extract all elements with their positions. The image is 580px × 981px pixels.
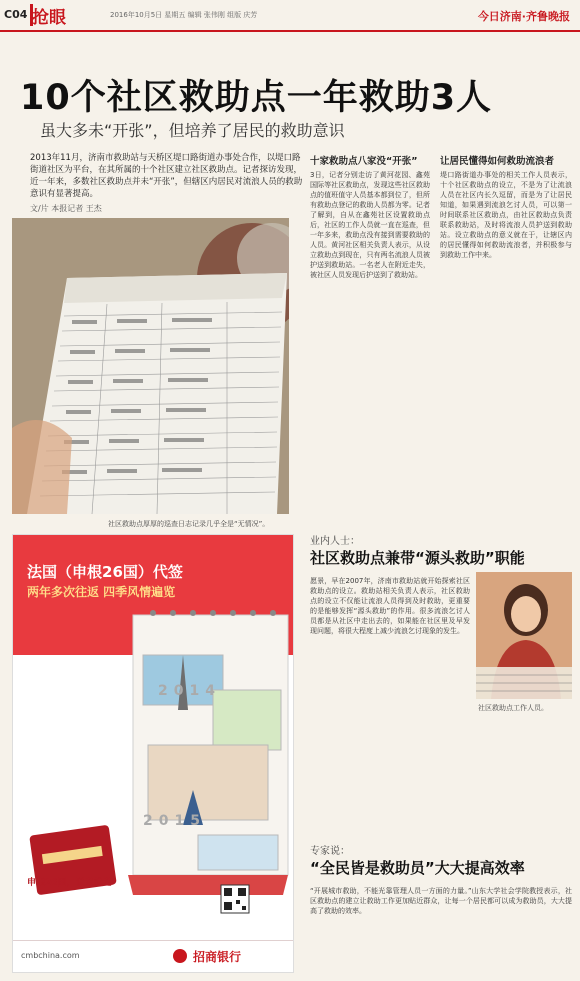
subheadline: 虽大多未“开张”，但培养了居民的救助意识 bbox=[40, 121, 345, 140]
ad-tagline: 两年多次往返 四季风情遍览 bbox=[27, 585, 176, 599]
bank-advertisement bbox=[12, 534, 294, 973]
logbook-photo-graphic bbox=[12, 218, 289, 514]
column-body-no-rescue: 3日，记者分别走访了黄河花园、鑫苑国际等社区救助点，发现这些社区救助点的值班值守人员基本都到位了，但所有救助点登记的救助人员都为零。记者了解到，自从在鑫苑社区设置救助点后，社区的工作人员就一直在巡查，但一年多来，救助点没有接到需要救助的人员。黄河社区相关负责人表示，从设立救助点到现在，只有两名流浪人员被护送到救助站。一名老人在附近走失，被社区人员发现后护送到了救助站。 bbox=[310, 171, 430, 279]
section-expert bbox=[310, 842, 525, 878]
headline: 10个社区救助点一年救助3人 bbox=[20, 78, 493, 118]
page-header bbox=[0, 0, 580, 30]
byline: 文/片 本报记者 王杰 bbox=[30, 204, 102, 213]
section-expert-body: “开展城市救助，不能光靠管理人员一方面的力量。”山东大学社会学院教授表示，社区救助点的建立让救助工作更加贴近群众，让每一个居民都可以成为救助员，大大提高了救助的效率。 bbox=[310, 887, 572, 915]
photo-caption: 社区救助点厚厚的巡查日志记录几乎全是“无情况”。 bbox=[108, 520, 270, 528]
lead-paragraph: 2013年11月，济南市救助站与天桥区堤口路街道办事处合作，以堤口路街道社区为平台，在其所属的十个社区建立社区救助点。记者探访发现，近一年来，多数社区救助点并未“开张”，但辖区内居民对流浪人员的救助意识有显著提高。 bbox=[30, 153, 303, 199]
ad-headline: 法国（申根26国）代签 bbox=[27, 563, 183, 581]
ad-passport-slogan: 申根26国，说走就走 bbox=[27, 878, 112, 888]
calendar-year-2015: 2015 bbox=[143, 813, 206, 829]
worker-photo bbox=[476, 572, 572, 699]
column-heading-no-rescue: 十家救助点八家没“开张” bbox=[310, 156, 418, 167]
bank-logo-icon bbox=[173, 949, 187, 963]
page-number: C04 bbox=[4, 8, 28, 21]
edition-meta: 2016年10月5日 星期五 编辑 张伟刚 组版 庆芳 bbox=[110, 11, 258, 19]
worker-photo-graphic bbox=[476, 572, 572, 699]
header-rule bbox=[0, 30, 580, 32]
bank-name: 招商银行 bbox=[193, 950, 242, 964]
ad-footer bbox=[13, 940, 293, 973]
bank-url: cmbchina.com bbox=[21, 951, 80, 960]
section-expert-title: “全民皆是救助员”大大提高效率 bbox=[310, 859, 525, 877]
section-industry-label: 业内人士： bbox=[310, 536, 360, 547]
ad-calendar-graphic bbox=[13, 595, 293, 940]
section-industry-body: 愿景，早在2007年，济南市救助站就开始探索社区救助点的设立。救助站相关负责人表示，社区救助点的设立不仅能让流浪人员得到及时救助，更重要的是能够发挥“源头救助”的作用。很多流浪乞讨人员都是从社区中走出去的，如果能在社区里及早发现问题，将很大程度上减少流浪乞讨现象的发生。 bbox=[310, 577, 470, 635]
rubric-title: 抢眼 bbox=[32, 8, 66, 28]
column-heading-teach-residents: 让居民懂得如何救助流浪者 bbox=[440, 156, 555, 167]
section-expert-label: 专家说： bbox=[310, 846, 350, 857]
worker-photo-caption: 社区救助点工作人员。 bbox=[478, 704, 548, 712]
calendar-year-2014: 2014 bbox=[158, 683, 221, 699]
logbook-photo bbox=[12, 218, 289, 514]
column-body-teach-residents: 堤口路街道办事处的相关工作人员表示，十个社区救助点的设立，不是为了让流浪人员在社区内长久逗留，而是为了让居民知道，如果遇到流浪乞讨人员，可以第一时间联系社区救助点，由社区救助点负责联系救助站，及时将流浪人员护送到救助站。设立救助点的意义就在于，让辖区内的居民懂得如何救助流浪者，并积极参与到救助工作中来。 bbox=[440, 171, 572, 259]
section-industry bbox=[310, 532, 525, 568]
newspaper-brand: 今日济南·齐鲁晚报 bbox=[477, 10, 570, 23]
section-industry-title: 社区救助点兼带“源头救助”职能 bbox=[310, 549, 525, 567]
